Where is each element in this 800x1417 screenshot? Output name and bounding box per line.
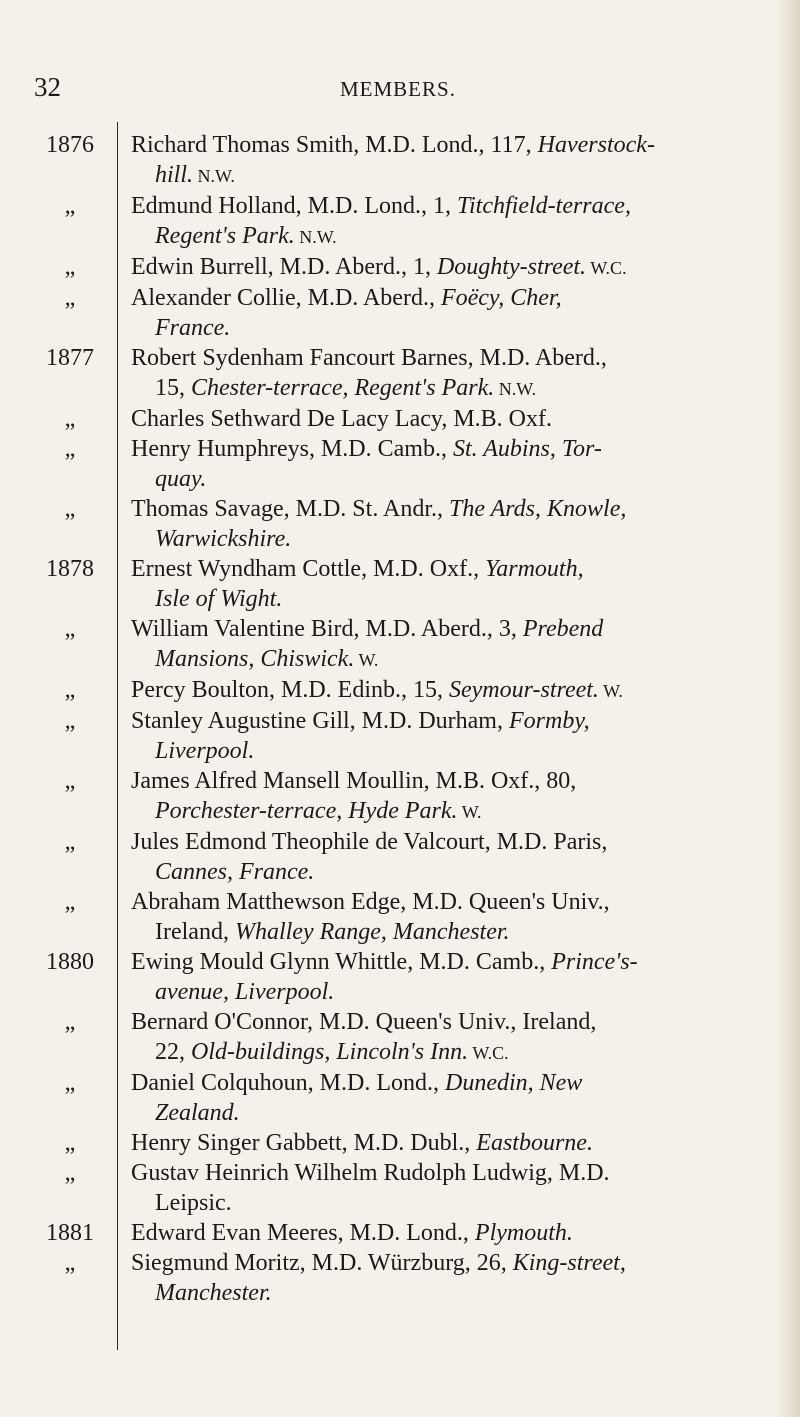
entry-text: Gustav Heinrich Wilhelm Rudolph Ludwig, M.D. [131, 1160, 610, 1186]
address-text: Isle of Wight. [155, 586, 283, 612]
entry-continuation-line [131, 584, 761, 614]
entry-continuation-line [131, 1188, 761, 1218]
entry-text: William Valentine Bird, M.D. Aberd., 3, [131, 616, 523, 642]
address-text: quay. [155, 466, 207, 492]
entry-line [131, 947, 761, 977]
entry-line [131, 404, 761, 434]
entry-continuation-line [131, 796, 761, 827]
postal-district: N.W. [294, 227, 337, 247]
entry-continuation-line [131, 917, 761, 947]
entry-line [131, 706, 761, 736]
address-text: Eastbourne. [476, 1130, 593, 1156]
entry-text: Henry Singer Gabbett, M.D. Dubl., [131, 1130, 477, 1156]
address-text: avenue, Liverpool. [155, 979, 335, 1005]
member-details [131, 614, 761, 675]
address-text: Dunedin, New [444, 1070, 583, 1096]
postal-district: N.W. [193, 166, 235, 186]
entry-text: Ernest Wyndham Cottle, M.D. Oxf., [131, 556, 486, 582]
entry-continuation-line [131, 857, 761, 887]
election-year: „ [64, 708, 76, 734]
address-text: Plymouth. [474, 1220, 573, 1246]
election-year: „ [64, 406, 76, 432]
member-details [131, 494, 761, 554]
election-year: „ [64, 285, 76, 311]
entry-text: Henry Humphreys, M.D. Camb., [131, 436, 453, 462]
address-text: Foëcy, Cher, [440, 285, 562, 311]
address-text: Warwickshire. [155, 526, 292, 552]
entry-text: 15, [155, 375, 191, 401]
member-details [131, 706, 761, 766]
member-details [131, 887, 761, 947]
entry-continuation-line [131, 160, 761, 191]
address-text: Formby, [508, 708, 590, 734]
entry-text: Jules Edmond Theophile de Valcourt, M.D. Paris, [131, 829, 608, 855]
entry-line [131, 1158, 761, 1188]
member-details [131, 1068, 761, 1128]
entry-continuation-line [131, 644, 761, 675]
member-entry [0, 434, 800, 494]
member-details [131, 675, 761, 706]
member-entry [0, 554, 800, 614]
member-entry [0, 1128, 800, 1158]
page-header [0, 72, 800, 112]
election-year: „ [64, 254, 76, 280]
entry-text: James Alfred Mansell Moullin, M.B. Oxf., 80, [131, 768, 577, 794]
election-year: 1878 [46, 556, 94, 582]
member-entry [0, 283, 800, 343]
election-year: „ [64, 1009, 76, 1035]
address-text: Zealand. [155, 1100, 240, 1126]
election-year: 1877 [46, 345, 94, 371]
entry-line [131, 343, 761, 373]
address-text: Prebend [522, 616, 604, 642]
member-details [131, 1248, 761, 1308]
page-number: 32 [34, 72, 61, 102]
election-year: „ [64, 193, 76, 219]
member-entry [0, 494, 800, 554]
entry-line [131, 191, 761, 221]
postal-district: W. [598, 681, 623, 701]
entry-text: Robert Sydenham Fancourt Barnes, M.D. Aberd., [131, 345, 607, 371]
address-text: King-street, [512, 1250, 626, 1276]
entry-continuation-line [131, 736, 761, 766]
entry-line [131, 1248, 761, 1278]
member-details [131, 404, 761, 434]
entry-text: Richard Thomas Smith, M.D. Lond., 117, [131, 132, 538, 158]
address-text: Manchester. [155, 1280, 272, 1306]
member-entry [0, 1218, 800, 1248]
election-year: 1881 [46, 1220, 94, 1246]
postal-district: N.W. [494, 379, 537, 399]
entry-text: Thomas Savage, M.D. St. Andr., [131, 496, 449, 522]
address-text: France. [155, 315, 231, 341]
member-entry [0, 766, 800, 827]
election-year: „ [64, 436, 76, 462]
entry-continuation-line [131, 1098, 761, 1128]
address-text: Regent's Park. [155, 223, 295, 249]
member-details [131, 1007, 761, 1068]
entry-line [131, 252, 761, 283]
entry-text: Siegmund Moritz, M.D. Würzburg, 26, [131, 1250, 513, 1276]
member-entry [0, 947, 800, 1007]
postal-district: W. [457, 802, 482, 822]
entry-text: Bernard O'Connor, M.D. Queen's Univ., Ireland, [131, 1009, 597, 1035]
member-list [0, 130, 800, 1308]
member-entry [0, 130, 800, 191]
entry-text: Daniel Colquhoun, M.D. Lond., [131, 1070, 445, 1096]
entry-text: Ireland, [155, 919, 235, 945]
entry-text: Edward Evan Meeres, M.D. Lond., [131, 1220, 475, 1246]
election-year: „ [64, 1250, 76, 1276]
entry-continuation-line [131, 313, 761, 343]
postal-district: W. [354, 650, 379, 670]
entry-continuation-line [131, 524, 761, 554]
entry-line [131, 1128, 761, 1158]
member-details [131, 1218, 761, 1248]
address-text: Whalley Range, Manchester. [234, 919, 510, 945]
member-details [131, 343, 761, 404]
member-details [131, 191, 761, 252]
entry-line [131, 283, 761, 313]
election-year: 1876 [46, 132, 94, 158]
entry-line [131, 766, 761, 796]
member-entry [0, 614, 800, 675]
address-text: Seymour-street. [449, 677, 599, 703]
entry-line [131, 130, 761, 160]
address-text: hill. [155, 162, 194, 188]
election-year: „ [64, 616, 76, 642]
entry-text: Alexander Collie, M.D. Aberd., [131, 285, 441, 311]
postal-district: W.C. [468, 1043, 509, 1063]
entry-text: Charles Sethward De Lacy Lacy, M.B. Oxf. [131, 406, 552, 432]
entry-continuation-line [131, 464, 761, 494]
entry-line [131, 554, 761, 584]
entry-line [131, 1218, 761, 1248]
member-entry [0, 404, 800, 434]
election-year: „ [64, 829, 76, 855]
member-details [131, 283, 761, 343]
member-entry [0, 1007, 800, 1068]
entry-text: Edmund Holland, M.D. Lond., 1, [131, 193, 457, 219]
member-entry [0, 675, 800, 706]
member-entry [0, 706, 800, 766]
entry-line [131, 1068, 761, 1098]
address-text: Old-buildings, Lincoln's Inn. [191, 1039, 469, 1065]
entry-continuation-line [131, 1037, 761, 1068]
member-entry [0, 1068, 800, 1128]
member-details [131, 827, 761, 887]
address-text: St. Aubins, Tor- [452, 436, 602, 462]
member-entry [0, 343, 800, 404]
postal-district: W.C. [586, 258, 627, 278]
election-year: „ [64, 677, 76, 703]
address-text: Prince's- [551, 949, 638, 975]
entry-text: Abraham Matthewson Edge, M.D. Queen's Univ., [131, 889, 610, 915]
member-details [131, 947, 761, 1007]
entry-continuation-line [131, 1278, 761, 1308]
member-details [131, 130, 761, 191]
election-year: „ [64, 768, 76, 794]
election-year: „ [64, 1070, 76, 1096]
election-year: „ [64, 1130, 76, 1156]
entry-line [131, 887, 761, 917]
entry-line [131, 614, 761, 644]
entry-text: Stanley Augustine Gill, M.D. Durham, [131, 708, 509, 734]
election-year: „ [64, 1160, 76, 1186]
entry-text: Percy Boulton, M.D. Edinb., 15, [131, 677, 449, 703]
member-entry [0, 1158, 800, 1218]
entry-text: Edwin Burrell, M.D. Aberd., 1, [131, 254, 437, 280]
member-entry [0, 191, 800, 252]
entry-text: Ewing Mould Glynn Whittle, M.D. Camb., [131, 949, 552, 975]
member-entry [0, 887, 800, 947]
member-details [131, 1158, 761, 1218]
election-year: 1880 [46, 949, 94, 975]
address-text: Yarmouth, [485, 556, 584, 582]
address-text: Titchfield-terrace, [456, 193, 631, 219]
member-details [131, 766, 761, 827]
address-text: Doughty-street. [436, 254, 587, 280]
entry-line [131, 494, 761, 524]
entry-continuation-line [131, 977, 761, 1007]
entry-line [131, 675, 761, 706]
entry-continuation-line [131, 221, 761, 252]
election-year: „ [64, 889, 76, 915]
member-details [131, 434, 761, 494]
running-head: MEMBERS. [340, 77, 456, 101]
member-entry [0, 827, 800, 887]
entry-text: Leipsic. [155, 1190, 232, 1216]
entry-text: 22, [155, 1039, 191, 1065]
entry-line [131, 827, 761, 857]
member-entry [0, 1248, 800, 1308]
address-text: The Ards, Knowle, [449, 496, 627, 522]
address-text: Chester-terrace, Regent's Park. [191, 375, 495, 401]
address-text: Cannes, France. [155, 859, 315, 885]
entry-line [131, 434, 761, 464]
member-details [131, 1128, 761, 1158]
entry-line [131, 1007, 761, 1037]
member-details [131, 554, 761, 614]
election-year: „ [64, 496, 76, 522]
address-text: Mansions, Chiswick. [155, 646, 355, 672]
address-text: Porchester-terrace, Hyde Park. [155, 798, 458, 824]
member-entry [0, 252, 800, 283]
entry-continuation-line [131, 373, 761, 404]
address-text: Liverpool. [155, 738, 255, 764]
address-text: Haverstock- [537, 132, 655, 158]
member-details [131, 252, 761, 283]
